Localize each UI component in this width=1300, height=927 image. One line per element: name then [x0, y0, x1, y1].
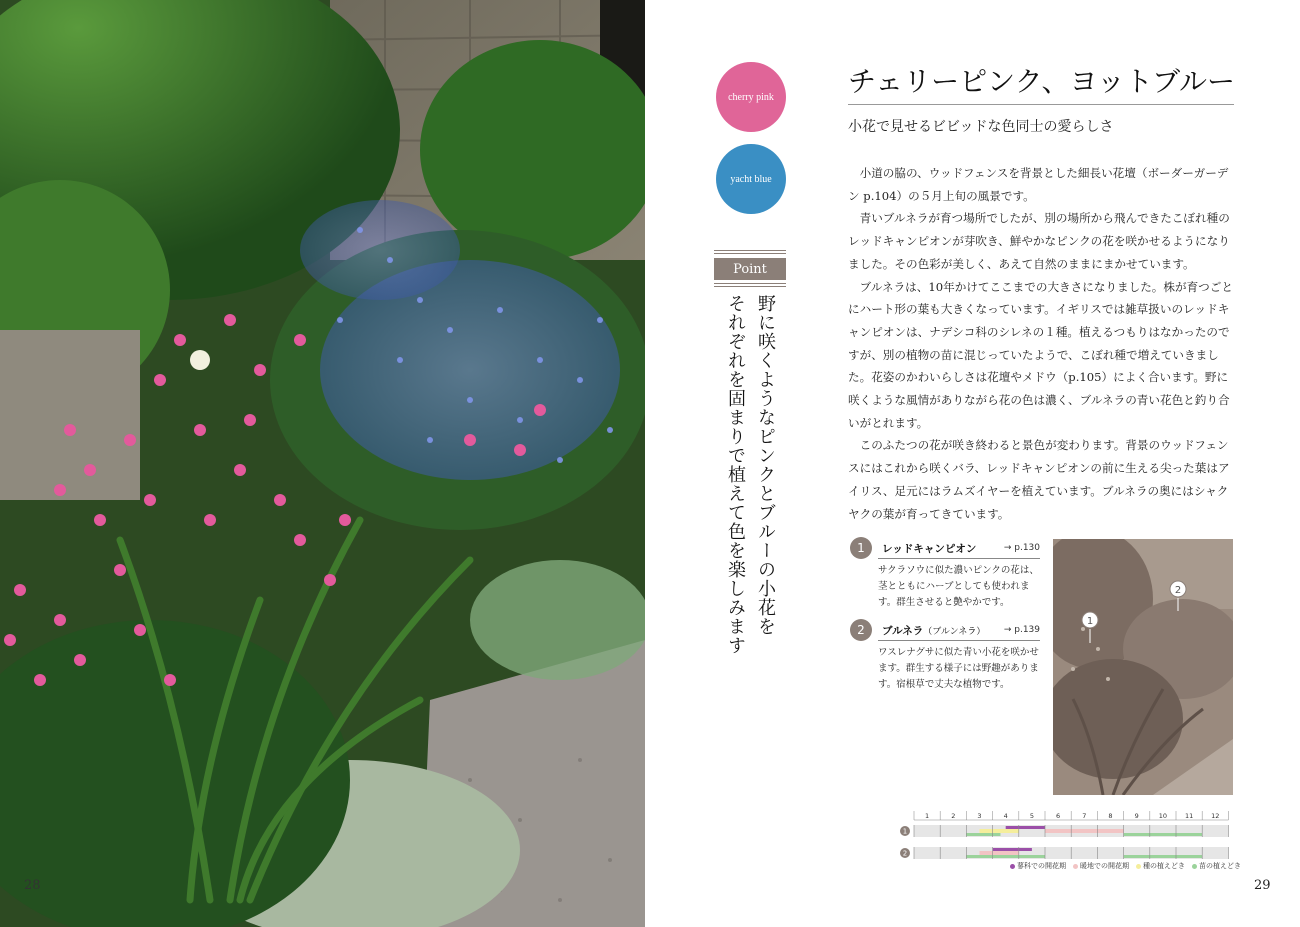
calendar-month-label: 1 [925, 812, 930, 820]
legend-item: 蓼科での開花期 [1010, 861, 1066, 871]
calendar-bar-bloom-warm [980, 851, 1019, 855]
photo-marker-2: 2 [1174, 585, 1182, 596]
calendar-bar-seedling [1124, 833, 1203, 836]
plant-name: レッドキャンピオン [882, 542, 977, 555]
color-badge-label: yacht blue [730, 173, 772, 185]
calendar-row-label: 2 [902, 849, 908, 858]
plant-note-1 [850, 537, 1040, 611]
plant-name: ブルネラ（ブルンネラ） [882, 624, 986, 637]
article-title: チェリーピンク、ヨットブルー [848, 65, 1235, 98]
photo-marker-1: 1 [1086, 616, 1094, 627]
page-number-left: 28 [24, 878, 41, 893]
calendar-month-label: 12 [1211, 812, 1220, 820]
plant-note-2 [850, 619, 1040, 693]
calendar-month-label: 11 [1184, 812, 1194, 820]
point-line-1: 野に咲くようなピンクとブルーの小花を [755, 294, 776, 636]
calendar-month-label: 2 [951, 812, 956, 820]
article-body [848, 162, 1236, 525]
calendar-bar-bloom-warm [1045, 829, 1124, 833]
paragraph: ブルネラは、10年かけてここまでの大きさになりました。株が育つごとにハート形の葉も大きくなっています。イギリスでは雑草扱いのレッドキャンピオンは、ナデシコ科のシレネの１種。植えるつもりはなかったのですが、別の植物の苗に混じっていたようで、こぼれ種で増えていきました。花姿のかわいらしさは花壇やメドウ（p.105）によく合います。野に咲くような風情がありながら花の色は濃く、ブルネラの青い花色と釣り合いがとれます。 [848, 279, 1233, 430]
article-subtitle: 小花で見せるビビッドな色同士の愛らしさ [848, 119, 1114, 135]
calendar-bar-seedling [966, 833, 1000, 836]
paragraph: 青いブルネラが育つ場所でしたが、別の場所から飛んできたこぼれ種のレッドキャンピオンが芽吹き、鮮やかなピンクの花を咲かせるようになりました。その色彩が美しく、あえて自然のままにまかせています。 [848, 211, 1230, 271]
plant-number-badge: 1 [850, 537, 872, 559]
point-divider-bottom [714, 286, 786, 289]
color-badge-cherry-pink [716, 62, 786, 132]
calendar-month-label: 8 [1108, 812, 1113, 820]
plant-note-divider [878, 558, 1040, 559]
legend-item: 暖地での開花期 [1073, 861, 1129, 871]
title-divider [848, 104, 1234, 105]
calendar-month-label: 7 [1082, 812, 1087, 820]
calendar-month-label: 6 [1056, 812, 1061, 820]
plant-description: ワスレナグサに似た青い小花を咲かせます。群生する様子には野趣があります。宿根草で丈夫な植物です。 [878, 647, 1039, 690]
color-badge-yacht-blue [716, 144, 786, 214]
page-number-right: 29 [1254, 878, 1271, 893]
calendar-legend [1010, 861, 1241, 871]
sepia-reference-photo [1053, 539, 1233, 795]
plant-page-ref: → p.139 [1003, 625, 1040, 635]
calendar-bar-bloom-local [1006, 826, 1045, 829]
garden-photo [0, 0, 645, 927]
color-badge-label: cherry pink [728, 91, 774, 103]
legend-item: 苗の植えどき [1192, 861, 1241, 871]
calendar-month-label: 5 [1029, 812, 1034, 820]
calendar-month-label: 10 [1158, 812, 1168, 820]
calendar-month-label: 4 [1003, 812, 1008, 820]
paragraph: 小道の脇の、ウッドフェンスを背景とした細長い花壇（ボーダーガーデン p.104）の５月上旬の風景です。 [848, 166, 1229, 203]
plant-note-divider [878, 640, 1040, 641]
calendar-bar-seedling [966, 855, 1045, 858]
plant-number-badge: 2 [850, 619, 872, 641]
point-line-2: それぞれを固まりで植えて色を楽しみます [725, 294, 746, 655]
legend-item: 種の植えどき [1136, 861, 1185, 871]
point-divider-top [714, 253, 786, 256]
calendar-bar-seed [980, 829, 1019, 833]
point-label: Point [714, 258, 786, 280]
calendar-month-label: 9 [1134, 812, 1139, 820]
planting-calendar [900, 810, 1236, 864]
plant-page-ref: → p.130 [1003, 543, 1040, 553]
paragraph: このふたつの花が咲き終わると景色が変わります。背景のウッドフェンスにはこれから咲くバラ、レッドキャンピオンの前に生える尖った葉はアイリス、足元にはラムズイヤーを植えています。ブルネラの奥にはシャクヤクの葉が育ってきています。 [848, 438, 1230, 521]
calendar-bar-seedling [1124, 855, 1203, 858]
calendar-month-label: 3 [977, 812, 982, 820]
calendar-row-label: 1 [902, 827, 908, 836]
plant-description: サクラソウに似た濃いピンクの花は、茎とともにハーブとしても使われます。群生させると艶やかです。 [878, 565, 1039, 608]
calendar-bar-bloom-local [993, 848, 1032, 851]
